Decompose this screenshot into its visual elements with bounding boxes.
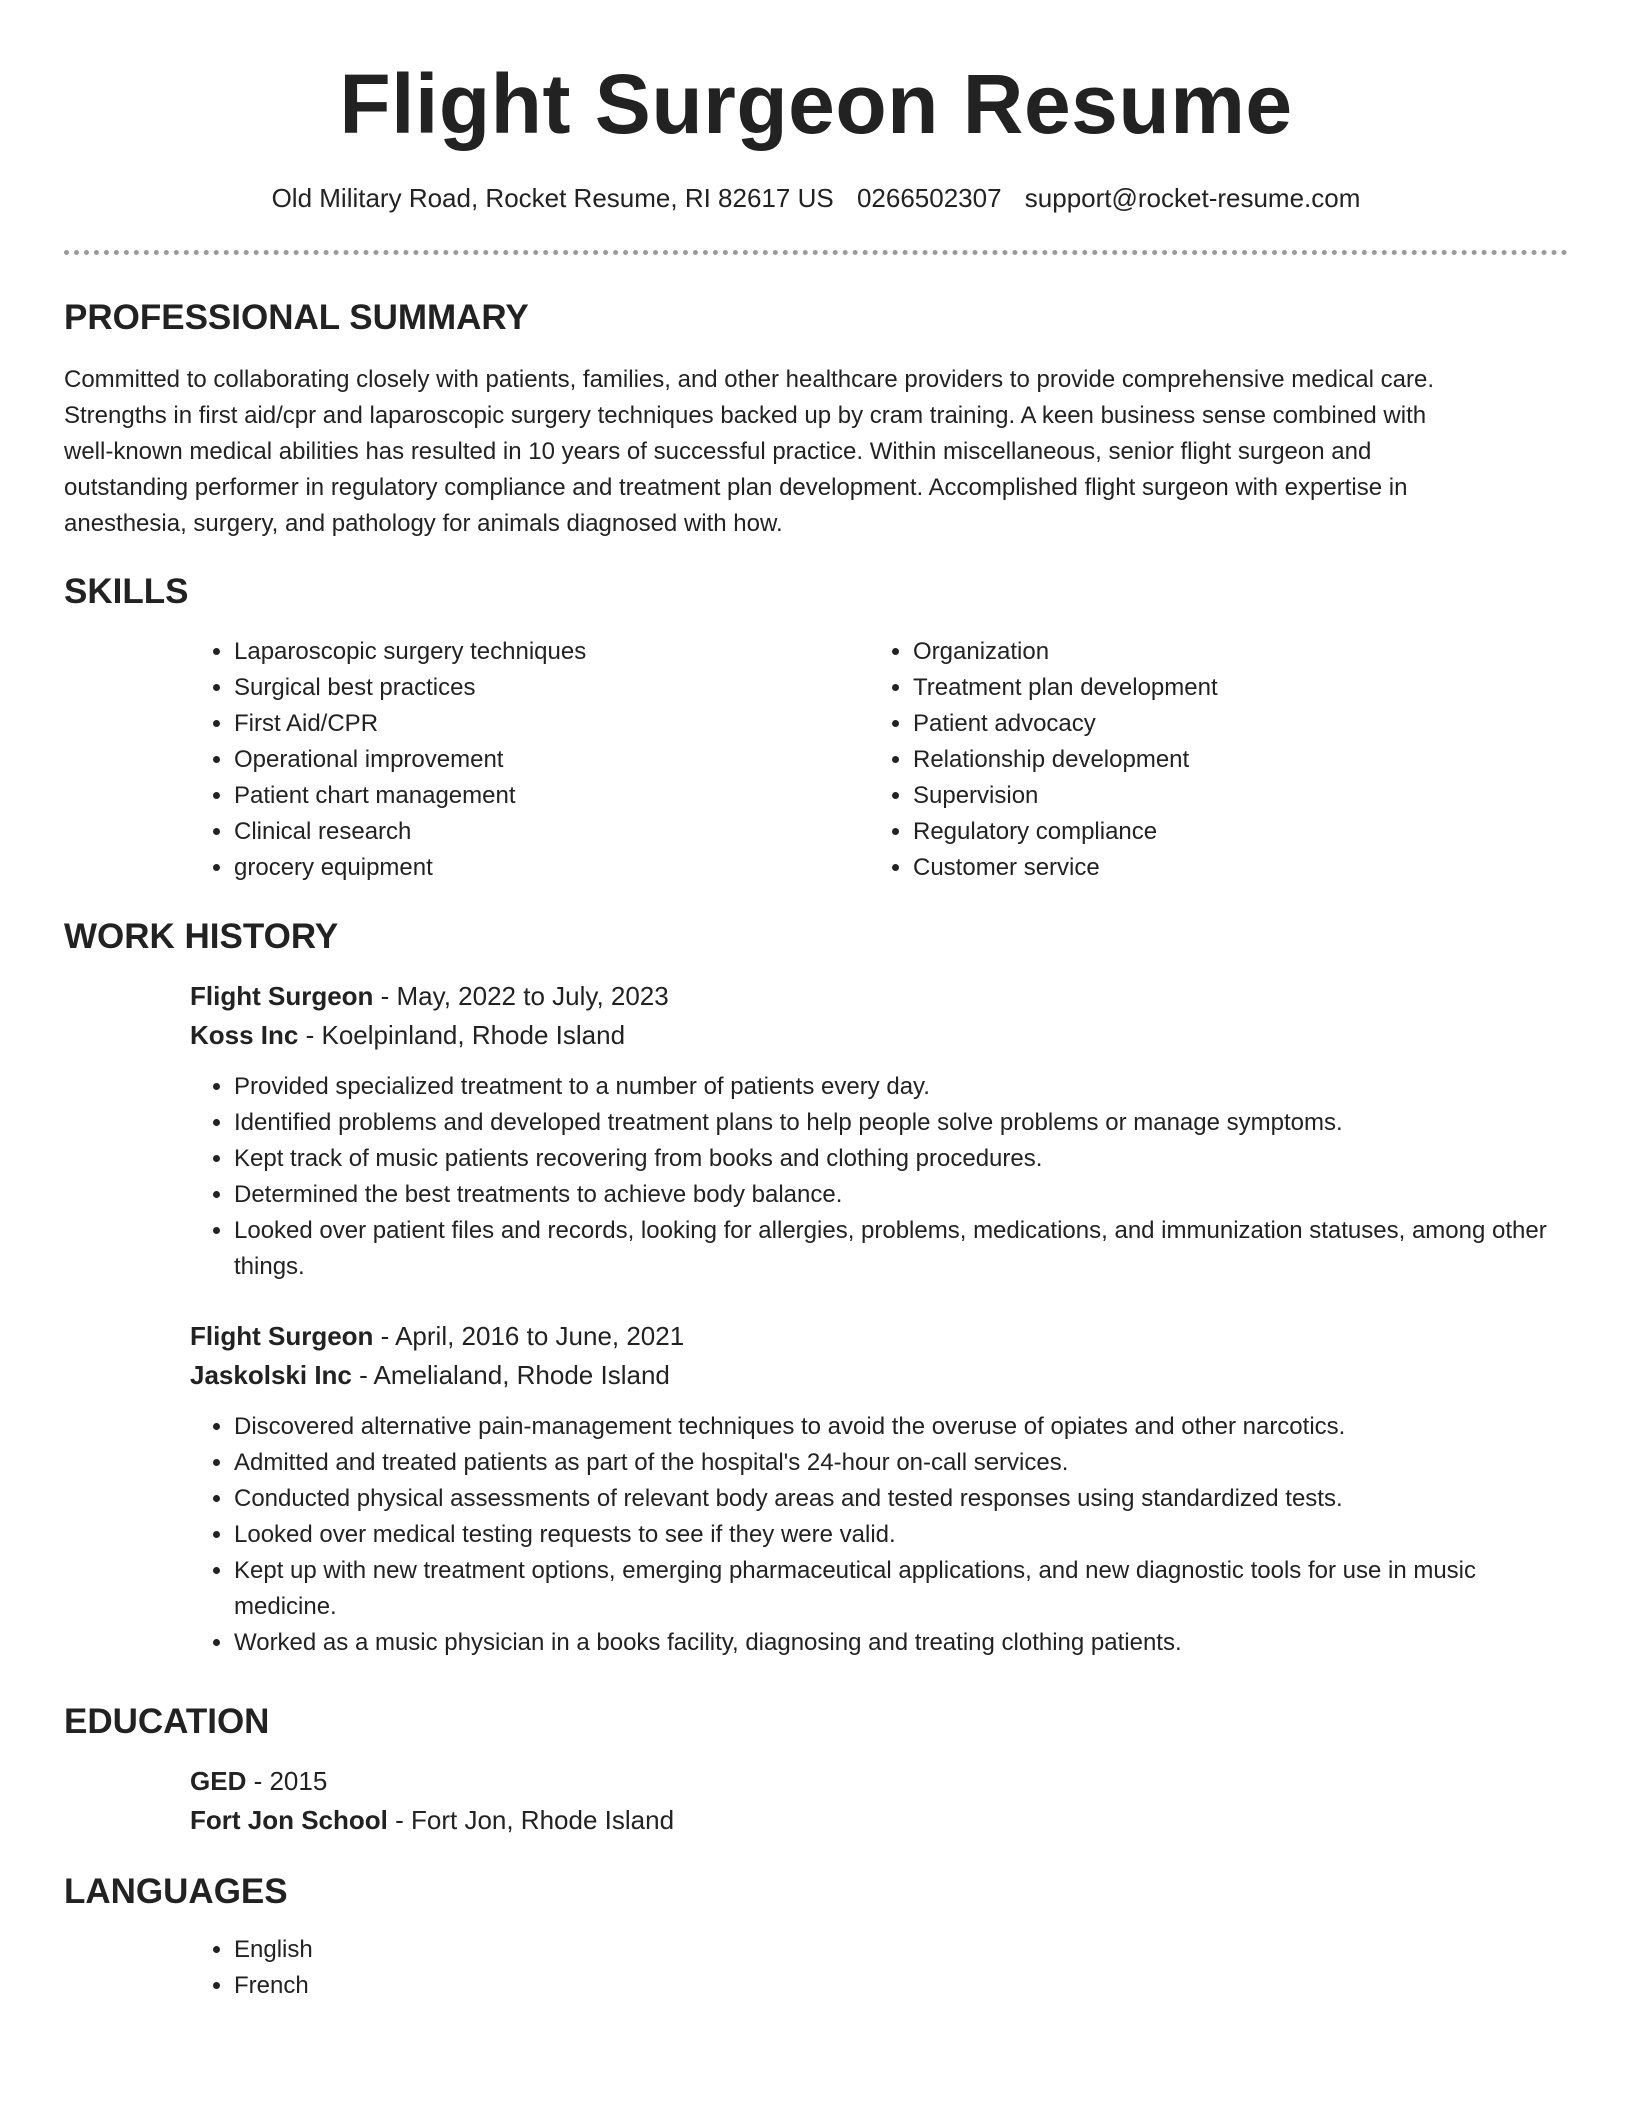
skill-item: • Treatment plan development <box>913 670 1548 706</box>
skills-section <box>64 570 1568 886</box>
job-bullet: • Identified problems and developed treatment plans to help people solve problems or manage symptoms. <box>234 1105 1568 1141</box>
job-title: Flight Surgeon <box>190 1321 374 1351</box>
job-bullet: • Kept track of music patients recovering from books and clothing procedures. <box>234 1141 1568 1177</box>
skill-item: • Laparoscopic surgery techniques <box>234 634 869 670</box>
job-bullet: • Determined the best treatments to achieve body balance. <box>234 1177 1568 1213</box>
job-entry <box>190 1317 1568 1661</box>
job-dates: - April, 2016 to June, 2021 <box>373 1321 685 1351</box>
resume-title: Flight Surgeon Resume <box>339 57 1293 151</box>
skill-item: • First Aid/CPR <box>234 706 869 742</box>
job-bullets <box>190 1069 1568 1285</box>
summary-section <box>64 296 1568 542</box>
education-school-line <box>190 1801 1568 1840</box>
work-heading: WORK HISTORY <box>64 917 339 956</box>
education-heading: EDUCATION <box>64 1702 270 1741</box>
skills-list-left <box>190 634 869 886</box>
job-bullet: • Discovered alternative pain-management techniques to avoid the overuse of opiates and other narcotics. <box>234 1409 1568 1445</box>
job-bullet: • Kept up with new treatment options, emerging pharmaceutical applications, and new diagnostic tools for use in music medicine. <box>234 1553 1568 1625</box>
skill-item: • Clinical research <box>234 814 869 850</box>
job-company-line <box>190 1356 1568 1395</box>
language-item: • English <box>234 1932 1568 1968</box>
skill-item: • grocery equipment <box>234 850 869 886</box>
job-title-line <box>190 977 1568 1016</box>
skill-item: • Relationship development <box>913 742 1548 778</box>
job-title: Flight Surgeon <box>190 981 374 1011</box>
skill-item: • Surgical best practices <box>234 670 869 706</box>
education-location: - Fort Jon, Rhode Island <box>387 1805 675 1835</box>
education-degree-line <box>190 1762 1568 1801</box>
job-company-line <box>190 1016 1568 1055</box>
job-title-line <box>190 1317 1568 1356</box>
job-location: - Koelpinland, Rhode Island <box>298 1020 626 1050</box>
education-school: Fort Jon School <box>190 1805 388 1835</box>
job-bullet: • Looked over patient files and records, looking for allergies, problems, medications, and immunization statuses, among other things. <box>234 1213 1568 1285</box>
work-section <box>64 915 1568 1661</box>
education-section <box>64 1700 1568 1840</box>
education-degree: GED <box>190 1766 247 1796</box>
job-bullet: • Worked as a music physician in a books facility, diagnosing and treating clothing patients. <box>234 1625 1568 1661</box>
job-bullet: • Looked over medical testing requests to see if they were valid. <box>234 1517 1568 1553</box>
languages-section <box>64 1870 1568 2004</box>
job-bullets <box>190 1409 1568 1661</box>
skills-grid <box>190 634 1568 886</box>
contact-address: Old Military Road, Rocket Resume, RI 82617 US <box>271 183 834 213</box>
skill-item: • Organization <box>913 634 1548 670</box>
skill-item: • Patient chart management <box>234 778 869 814</box>
skills-list-right <box>869 634 1548 886</box>
skill-item: • Supervision <box>913 778 1548 814</box>
header-divider <box>64 250 1568 255</box>
skills-heading: SKILLS <box>64 572 189 611</box>
job-bullet: • Admitted and treated patients as part of the hospital's 24-hour on-call services. <box>234 1445 1568 1481</box>
languages-heading: LANGUAGES <box>64 1872 288 1911</box>
contact-email: support@rocket-resume.com <box>1024 183 1361 213</box>
job-company: Jaskolski Inc <box>190 1360 352 1390</box>
job-dates: - May, 2022 to July, 2023 <box>373 981 669 1011</box>
skill-item: • Regulatory compliance <box>913 814 1548 850</box>
job-company: Koss Inc <box>190 1020 299 1050</box>
contact-phone: 0266502307 <box>856 183 1002 213</box>
skill-item: • Patient advocacy <box>913 706 1548 742</box>
language-item: • French <box>234 1968 1568 2004</box>
languages-list <box>190 1932 1568 2004</box>
skill-item: • Customer service <box>913 850 1548 886</box>
education-year: - 2015 <box>246 1766 328 1796</box>
job-bullet: • Provided specialized treatment to a number of patients every day. <box>234 1069 1568 1105</box>
job-entry <box>190 977 1568 1285</box>
summary-heading: PROFESSIONAL SUMMARY <box>64 298 529 337</box>
job-bullet: • Conducted physical assessments of relevant body areas and tested responses using standardized tests. <box>234 1481 1568 1517</box>
contact-line <box>64 180 1568 216</box>
job-location: - Amelialand, Rhode Island <box>351 1360 670 1390</box>
skill-item: • Operational improvement <box>234 742 869 778</box>
summary-text: Committed to collaborating closely with patients, families, and other healthcare providers to provide comprehensive medical care. Strengths in first aid/cpr and laparoscopic surgery techniques backed up by cram training. A keen business sense combined with well-known medical abilities has resulted in 10 years of successful practice. Within miscellaneous, senior flight surgeon and outstanding performer in regulatory compliance and treatment plan development. Accomplished flight surgeon with expertise in anesthesia, surgery, and pathology for animals diagnosed with how. <box>64 366 1435 537</box>
education-entry <box>190 1762 1568 1840</box>
